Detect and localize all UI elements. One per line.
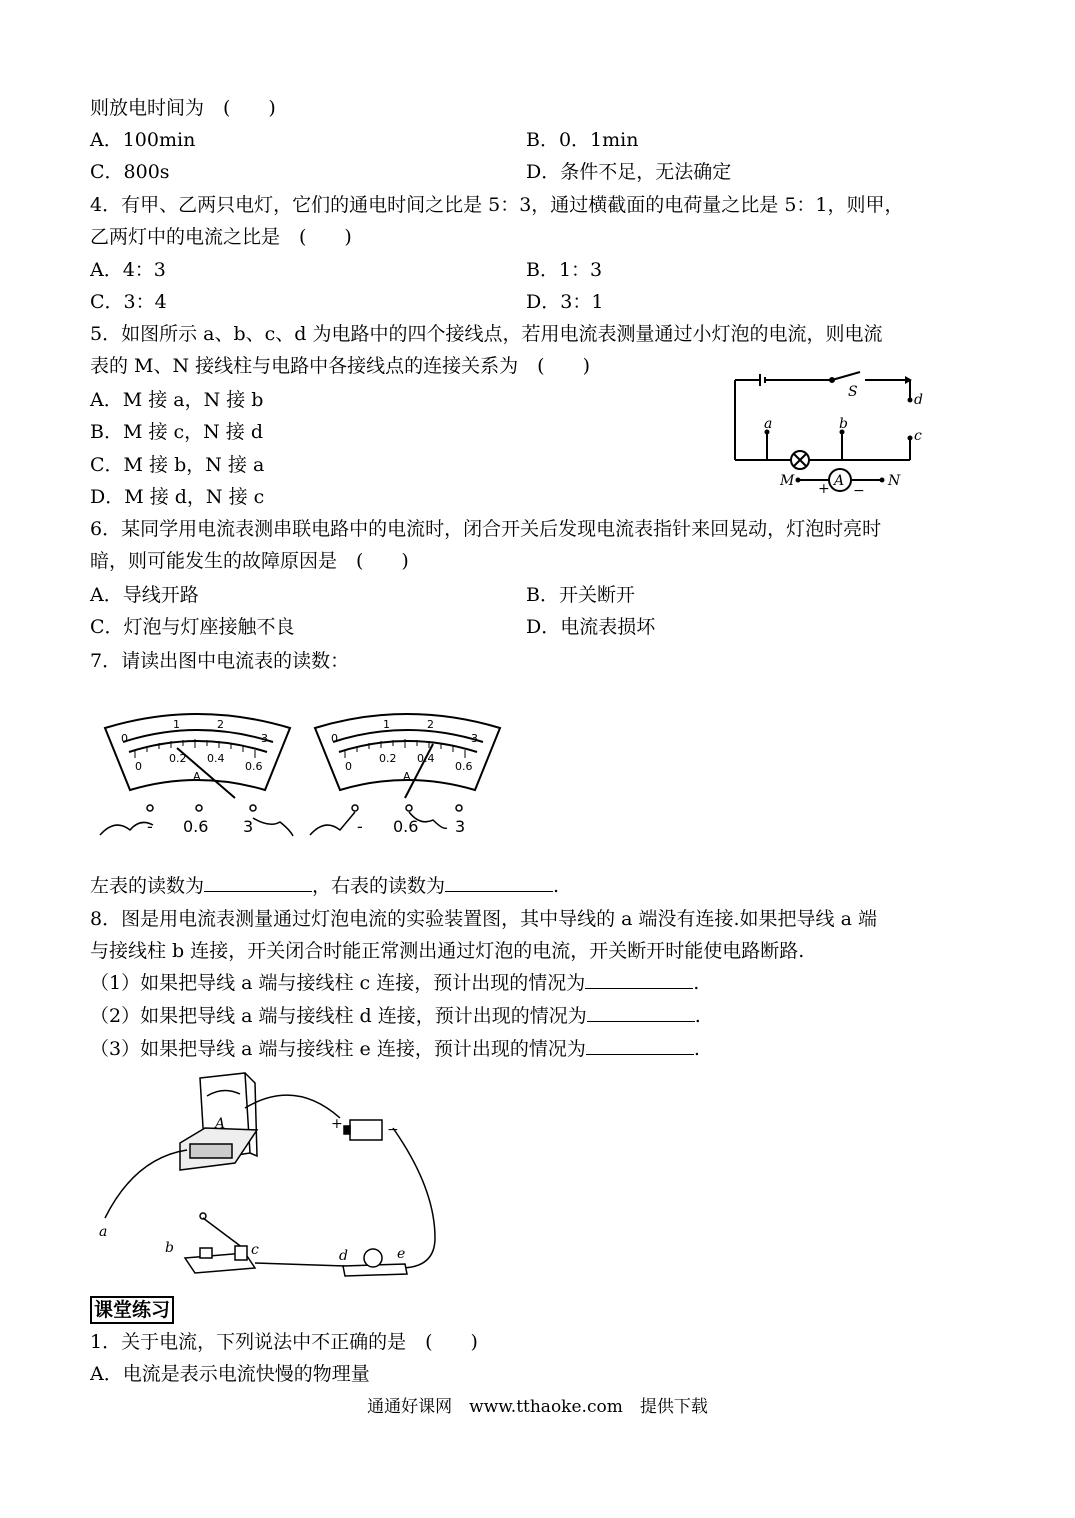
terminal-d-dot (908, 398, 913, 403)
wire-a (105, 1150, 187, 1218)
left-bottom-scale-0.2: 0.2 (169, 752, 187, 765)
apparatus-label-a: a (99, 1224, 108, 1240)
q6-option-b: B．开关断开 (526, 584, 635, 606)
left-top-scale-3: 3 (261, 732, 268, 745)
right-bottom-scale-0.4: 0.4 (417, 752, 435, 765)
wire-ammeter-to-battery (245, 1095, 340, 1118)
right-terminal-3: 3 (455, 817, 466, 836)
apparatus-label-b: b (165, 1240, 174, 1256)
q7-right-blank[interactable] (445, 873, 553, 892)
q5-circuit-diagram (720, 370, 935, 495)
right-terminal-0.6: 0.6 (393, 817, 419, 836)
q8-sub2-end: . (694, 1005, 701, 1027)
q6-option-c: C．灯泡与灯座接触不良 (90, 616, 295, 638)
left-top-scale-2: 2 (217, 718, 224, 731)
q5-option-c: C．M 接 b，N 接 a (90, 454, 265, 476)
q8-sub3-text: （3）如果把导线 a 端与接线柱 e 连接，预计出现的情况为 (90, 1038, 586, 1060)
wire-c-to-d (255, 1263, 345, 1266)
q8-sub3 (90, 1036, 700, 1062)
left-top-scale-0: 0 (121, 732, 128, 745)
q3-option-a: A．100min (90, 129, 196, 151)
q6-option-d: D．电流表损坏 (526, 616, 656, 638)
q7-answer-line (90, 873, 559, 899)
page-footer: 通通好课网 www.tthaoke.com 提供下载 (367, 1397, 708, 1417)
q8-apparatus-figure (95, 1068, 455, 1288)
switch-label: S (848, 384, 858, 400)
apparatus-label-c: c (251, 1242, 259, 1258)
practice-heading: 课堂练习 (90, 1296, 174, 1324)
practice-q1-option-a: A．电流是表示电流快慢的物理量 (90, 1363, 370, 1385)
right-bottom-scale-0: 0 (345, 760, 352, 773)
q5-stem-line1: 5．如图所示 a、b、c、d 为电路中的四个接线点，若用电流表测量通过小灯泡的电流，则电流 (90, 323, 883, 345)
q3-stem-tail: 则放电时间为 ( ) (90, 97, 276, 119)
battery (350, 1120, 382, 1140)
q7-left-blank[interactable] (204, 873, 312, 892)
right-bottom-scale-0.2: 0.2 (379, 752, 397, 765)
q3-option-d: D．条件不足，无法确定 (526, 161, 732, 183)
apparatus-label-e: e (397, 1246, 406, 1262)
apparatus-label-d: d (339, 1248, 348, 1264)
q7-answer-left-label: 左表的读数为 (90, 875, 205, 897)
q6-stem-line2: 暗，则可能发生的故障原因是 ( ) (90, 550, 409, 572)
q8-sub1-text: （1）如果把导线 a 端与接线柱 c 连接，预计出现的情况为 (90, 972, 586, 994)
q4-option-d: D．3：1 (526, 291, 604, 313)
q6-stem-line1: 6．某同学用电流表测串联电路中的电流时，闭合开关后发现电流表指针来回晃动，灯泡时亮时 (90, 518, 882, 540)
practice-heading-line (90, 1296, 174, 1324)
q8-sub3-blank[interactable] (586, 1036, 694, 1055)
q8-sub2-text: （2）如果把导线 a 端与接线柱 d 连接，预计出现的情况为 (90, 1005, 587, 1027)
terminal-c-dot (908, 436, 913, 441)
q8-sub2-blank[interactable] (587, 1003, 695, 1022)
q5-stem-line2: 表的 M、N 接线柱与电路中各接线点的连接关系为 ( ) (90, 355, 590, 377)
q8-sub3-end: . (693, 1038, 700, 1060)
battery-minus: − (387, 1122, 399, 1138)
left-terminal-0.6: 0.6 (183, 817, 209, 836)
q8-sub1 (90, 970, 699, 996)
label-n: N (888, 473, 901, 489)
left-ammeter (95, 700, 300, 840)
label-b: b (839, 416, 848, 432)
label-c: c (914, 428, 922, 444)
right-top-scale-0: 0 (331, 732, 338, 745)
right-ammeter (305, 700, 510, 840)
ammeter-base (190, 1144, 232, 1158)
battery-plus: + (331, 1116, 343, 1132)
left-top-scale-1: 1 (173, 718, 180, 731)
q5-option-b: B．M 接 c，N 接 d (90, 421, 264, 443)
plus-sign: + (818, 481, 830, 495)
q8-sub1-blank[interactable] (585, 970, 693, 989)
q8-stem-line2: 与接线柱 b 连接，开关闭合时能正常测出通过灯泡的电流，开关断开时能使电路断路. (90, 940, 805, 962)
q6-option-a: A．导线开路 (90, 584, 199, 606)
minus-sign: − (853, 483, 865, 495)
q4-option-b: B．1：3 (526, 259, 603, 281)
ammeter-symbol: A (834, 473, 845, 489)
q4-stem-line1: 4．有甲、乙两只电灯，它们的通电时间之比是 5：3，通过横截面的电荷量之比是 5：1，则甲， (90, 194, 904, 216)
q3-option-b: B．0．1min (526, 129, 639, 151)
right-unit-label: A (403, 770, 411, 783)
left-unit-label: A (193, 770, 201, 783)
right-bottom-scale-0.6: 0.6 (455, 760, 473, 773)
q8-stem-line1: 8．图是用电流表测量通过灯泡电流的实验装置图，其中导线的 a 端没有连接.如果把导线 a 端 (90, 908, 877, 930)
left-terminal-3: 3 (243, 817, 254, 836)
q4-stem-line2: 乙两灯中的电流之比是 ( ) (90, 226, 352, 248)
apparatus-meter-label: A (215, 1116, 226, 1132)
label-a: a (764, 416, 773, 432)
label-m: M (780, 473, 795, 489)
practice-q1: 1．关于电流，下列说法中不正确的是 ( ) (90, 1331, 478, 1353)
left-terminal-minus: - (147, 817, 153, 836)
q8-sub1-end: . (693, 972, 700, 994)
q4-option-a: A．4：3 (90, 259, 166, 281)
right-top-scale-2: 2 (427, 718, 434, 731)
q3-option-c: C．800s (90, 161, 170, 183)
q5-option-a: A．M 接 a，N 接 b (90, 389, 264, 411)
right-terminal-minus: - (357, 817, 363, 836)
right-top-scale-1: 1 (383, 718, 390, 731)
q7-answer-mid-label: ，右表的读数为 (312, 875, 446, 897)
left-bottom-scale-0.6: 0.6 (245, 760, 263, 773)
left-bottom-scale-0: 0 (135, 760, 142, 773)
q8-sub2 (90, 1003, 701, 1029)
right-top-scale-3: 3 (471, 732, 478, 745)
label-d: d (914, 392, 923, 408)
lamp-bulb (364, 1249, 382, 1267)
q4-option-c: C．3：4 (90, 291, 167, 313)
left-bottom-scale-0.4: 0.4 (207, 752, 225, 765)
q5-option-d: D．M 接 d，N 接 c (90, 486, 265, 508)
q7-answer-end: . (553, 875, 560, 897)
q7-stem: 7．请读出图中电流表的读数： (90, 650, 350, 672)
